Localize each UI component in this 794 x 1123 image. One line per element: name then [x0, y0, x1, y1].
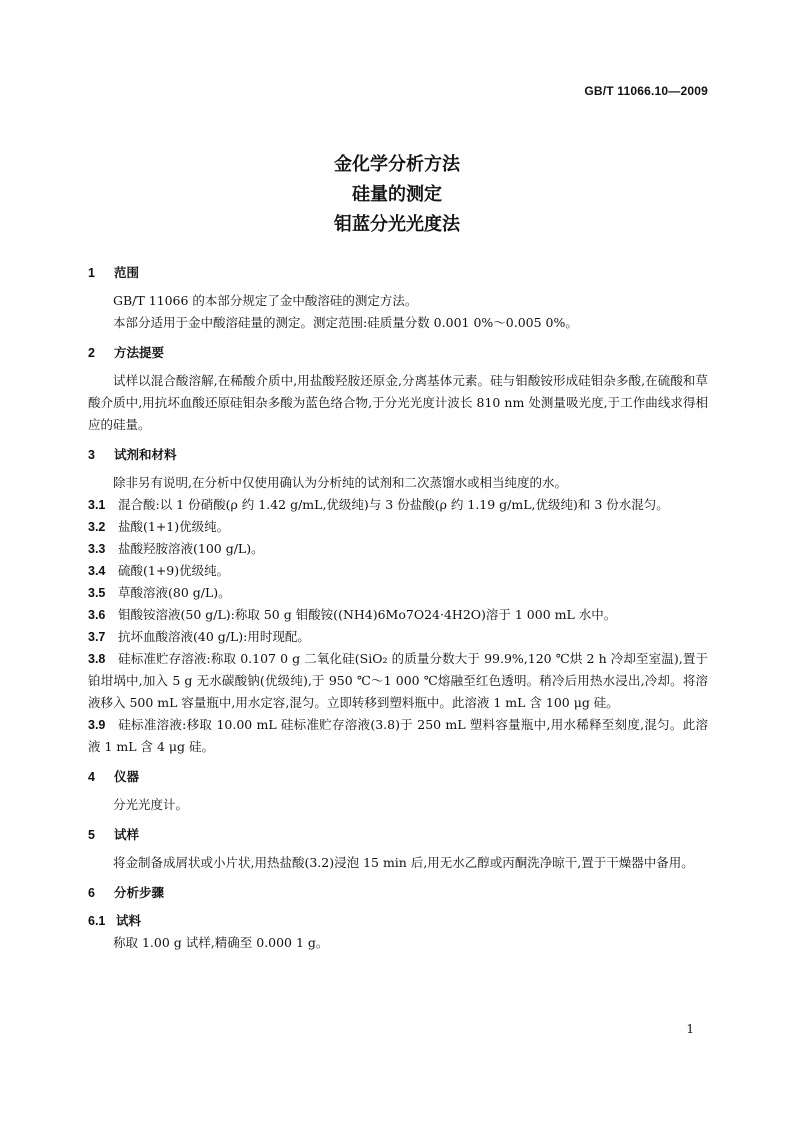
section-number: 1 — [88, 266, 95, 280]
standard-number: GB/T 11066.10—2009 — [584, 84, 708, 98]
list-item — [88, 516, 708, 538]
list-item — [88, 560, 708, 582]
item-number: 3.2 — [88, 520, 106, 534]
item-text: 混合酸:以 1 份硝酸(ρ 约 1.42 g/mL,优级纯)与 3 份盐酸(ρ 约 1.19 g/mL,优级纯)和 3 份水混匀。 — [118, 497, 669, 512]
item-text: 硅标准溶液:移取 10.00 mL 硅标准贮存溶液(3.8)于 250 mL 塑料容量瓶中,用水稀释至刻度,混匀。此溶液 1 mL 含 4 μg 硅。 — [88, 717, 708, 754]
list-item — [88, 538, 708, 560]
item-number: 3.9 — [88, 718, 106, 732]
section-number: 6 — [88, 886, 95, 900]
scope-paragraph-2: 本部分适用于金中酸溶硅量的测定。测定范围:硅质量分数 0.001 0%～0.005 0%。 — [113, 315, 578, 330]
item-text: 草酸溶液(80 g/L)。 — [118, 585, 231, 600]
section-heading-scope — [88, 262, 708, 284]
title-line-2: 硅量的测定 — [352, 184, 442, 205]
list-item — [88, 604, 708, 626]
list-item — [88, 582, 708, 604]
subsection-title: 试料 — [116, 913, 142, 928]
section-heading-apparatus — [88, 766, 708, 788]
section-title: 仪器 — [114, 769, 140, 784]
document-title-block — [0, 150, 794, 240]
section-number: 2 — [88, 346, 95, 360]
item-text: 硫酸(1+9)优级纯。 — [118, 563, 230, 578]
subsection-number: 6.1 — [88, 914, 106, 928]
section-number: 5 — [88, 828, 95, 842]
title-line-1: 金化学分析方法 — [334, 154, 460, 175]
section-title: 分析步骤 — [114, 885, 165, 900]
section-title: 方法提要 — [114, 345, 165, 360]
item-number: 3.4 — [88, 564, 106, 578]
section-heading-reagents — [88, 444, 708, 466]
list-item — [88, 494, 708, 516]
list-item — [88, 626, 708, 648]
item-number: 3.8 — [88, 652, 106, 666]
scope-paragraph-1: GB/T 11066 的本部分规定了金中酸溶硅的测定方法。 — [113, 293, 418, 308]
method-paragraph: 试样以混合酸溶解,在稀酸介质中,用盐酸羟胺还原金,分离基体元素。硅与钼酸铵形成硅钼杂多酸,在硫酸和草酸介质中,用抗坏血酸还原硅钼杂多酸为蓝色络合物,于分光光度计波长 810 nm 处测量吸光度,于工作曲线求得相应的硅量。 — [88, 373, 708, 432]
page-number: 1 — [686, 1022, 694, 1036]
item-text: 钼酸铵溶液(50 g/L):称取 50 g 钼酸铵((NH4)6Mo7O24·4H2O)溶于 1 000 mL 水中。 — [118, 607, 617, 622]
sample-paragraph: 将金制备成屑状或小片状,用热盐酸(3.2)浸泡 15 min 后,用无水乙醇或丙酮洗净晾干,置于干燥器中备用。 — [113, 855, 694, 870]
item-number: 3.5 — [88, 586, 106, 600]
item-text: 盐酸羟胺溶液(100 g/L)。 — [118, 541, 264, 556]
reagents-intro: 除非另有说明,在分析中仅使用确认为分析纯的试剂和二次蒸馏水或相当纯度的水。 — [113, 475, 567, 490]
list-item — [88, 714, 708, 758]
item-text: 抗坏血酸溶液(40 g/L):用时现配。 — [118, 629, 310, 644]
section-title: 试剂和材料 — [114, 447, 177, 462]
item-number: 3.7 — [88, 630, 106, 644]
apparatus-paragraph: 分光光度计。 — [113, 797, 189, 812]
subsection-heading-test-portion — [88, 910, 708, 932]
item-number: 3.3 — [88, 542, 106, 556]
section-title: 范围 — [114, 265, 140, 280]
section-heading-method — [88, 342, 708, 364]
test-portion-paragraph: 称取 1.00 g 试样,精确至 0.000 1 g。 — [113, 935, 329, 950]
item-text: 盐酸(1+1)优级纯。 — [118, 519, 230, 534]
document-body — [88, 262, 708, 954]
item-text: 硅标准贮存溶液:称取 0.107 0 g 二氧化硅(SiO₂ 的质量分数大于 99.9%,120 ℃烘 2 h 冷却至室温),置于铂坩埚中,加入 5 g 无水碳酸钠(优级纯),于 950 ℃～1 000 ℃熔融至红色透明。稍冷后用热水浸出,冷却。将溶液移入 500 mL 容量瓶中,用水定容,混匀。立即转移到塑料瓶中。此溶液 1 mL 含 100 μg 硅。 — [88, 651, 708, 710]
section-heading-procedure — [88, 882, 708, 904]
section-number: 4 — [88, 770, 95, 784]
list-item — [88, 648, 708, 714]
section-heading-sample — [88, 824, 708, 846]
item-number: 3.6 — [88, 608, 106, 622]
title-line-3: 钼蓝分光光度法 — [334, 214, 460, 235]
item-number: 3.1 — [88, 498, 106, 512]
section-title: 试样 — [114, 827, 140, 842]
section-number: 3 — [88, 448, 95, 462]
